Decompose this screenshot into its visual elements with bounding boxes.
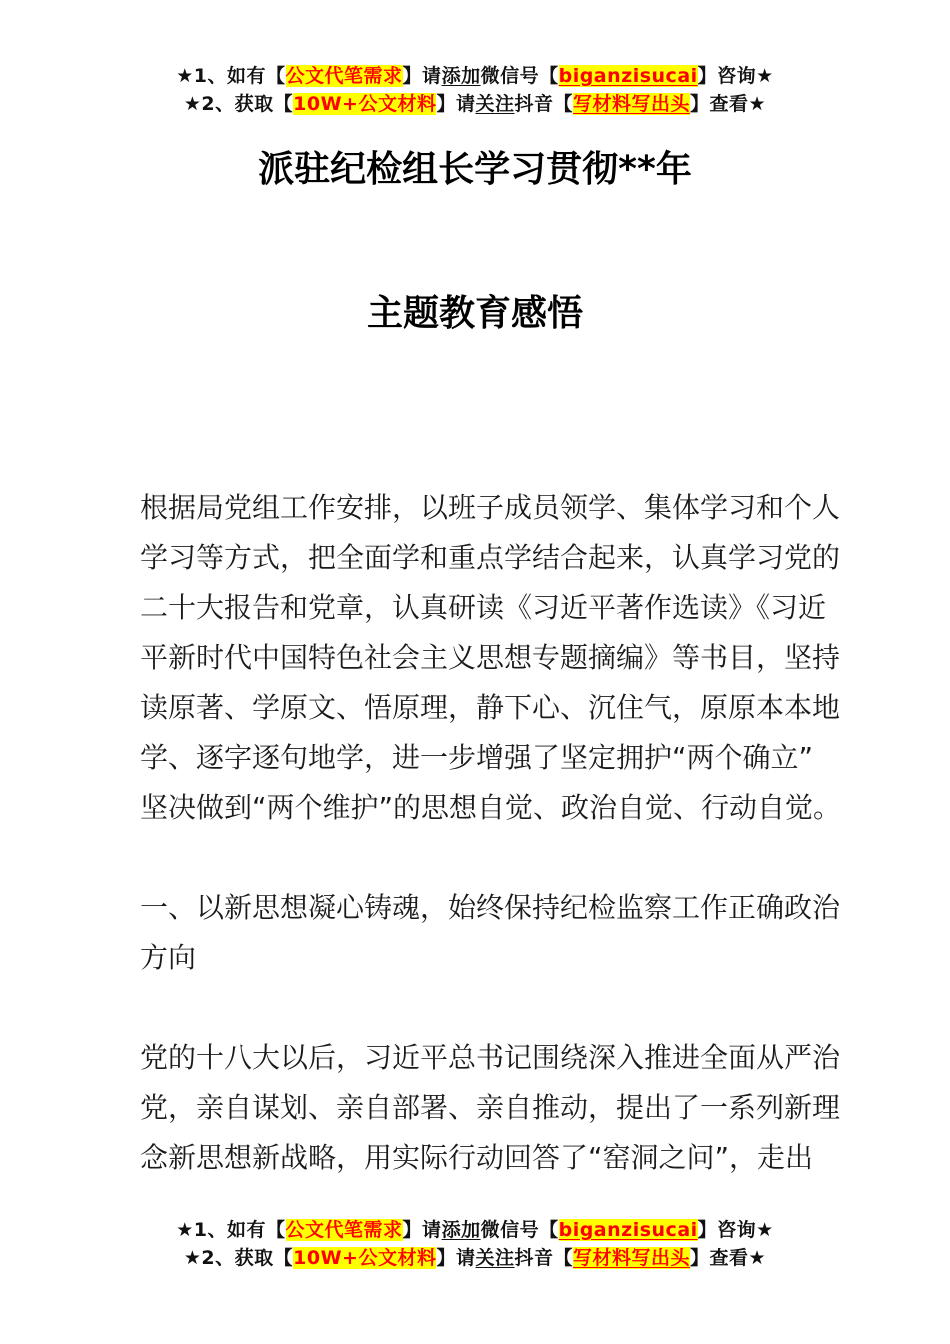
- promo-text: 】请: [436, 93, 476, 115]
- promo-line-2: [0, 1244, 950, 1272]
- paragraph-line: 党，亲自谋划、亲自部署、亲自推动，提出了一系列新理: [140, 1091, 841, 1124]
- paragraph-line: 读原著、学原文、悟原理，静下心、沉住气，原原本本地: [140, 691, 841, 724]
- promo-underline: 添加: [441, 1219, 481, 1241]
- promo-text: 】咨询★: [697, 65, 774, 87]
- promo-douyin-id: 写材料写出头: [573, 1247, 691, 1269]
- promo-line-1: [0, 1216, 950, 1244]
- promo-text: ★1、如有【: [176, 1219, 286, 1241]
- promo-highlight: 公文代笔需求: [285, 65, 403, 87]
- promo-text: 抖音【: [514, 93, 574, 115]
- document-body: [140, 483, 842, 1183]
- paragraph-line: 党的十八大以后，习近平总书记围绕深入推进全面从严治: [140, 1041, 841, 1074]
- document-title-line-2: 主题教育感悟: [366, 293, 583, 334]
- paragraph-1: [140, 483, 842, 833]
- promo-text: ★2、获取【: [183, 93, 294, 115]
- section-heading-1: [140, 883, 841, 983]
- heading-line: 方向: [140, 941, 197, 974]
- promo-text: 抖音【: [514, 1247, 574, 1269]
- promo-banner-bottom: [0, 1216, 950, 1272]
- paragraph-spacer: [140, 833, 820, 883]
- document-title-line-1: 派驻纪检组长学习贯彻**年: [258, 149, 692, 190]
- paragraph-line: 平新时代中国特色社会主义思想专题摘编》等书目，坚持: [140, 641, 841, 674]
- promo-text: 】咨询★: [697, 1219, 774, 1241]
- paragraph-line: 学、逐字逐句地学，进一步增强了坚定拥护“两个确立”: [140, 741, 814, 774]
- promo-text: ★2、获取【: [183, 1247, 294, 1269]
- paragraph-spacer: [140, 983, 820, 1033]
- promo-highlight: 10W+公文材料: [293, 1247, 437, 1269]
- promo-text: 】查看★: [690, 1247, 767, 1269]
- promo-douyin-id: 写材料写出头: [573, 93, 691, 115]
- heading-line: 一、以新思想凝心铸魂，始终保持纪检监察工作正确政治: [140, 891, 841, 924]
- promo-text: 】请: [402, 65, 442, 87]
- promo-underline: 关注: [475, 1247, 515, 1269]
- promo-text: 】请: [402, 1219, 442, 1241]
- paragraph-line: 学习等方式，把全面学和重点学结合起来，认真学习党的: [140, 541, 841, 574]
- paragraph-line: 二十大报告和党章，认真研读《习近平著作选读》《习近: [140, 591, 827, 624]
- promo-text: ★1、如有【: [176, 65, 286, 87]
- promo-text: 微信号【: [480, 65, 559, 87]
- promo-line-2: [0, 90, 950, 118]
- paragraph-2: [140, 1033, 841, 1183]
- paragraph-line: 坚决做到“两个维护”的思想自觉、政治自觉、行动自觉。: [140, 791, 842, 824]
- paragraph-line: 念新思想新战略，用实际行动回答了“窑洞之问”，走出: [140, 1141, 814, 1174]
- promo-line-1: [0, 62, 950, 90]
- promo-underline: 添加: [441, 65, 481, 87]
- promo-text: 】查看★: [690, 93, 767, 115]
- promo-highlight: 公文代笔需求: [285, 1219, 403, 1241]
- promo-wechat-id: biganzisucai: [558, 1219, 698, 1241]
- promo-banner-top: [0, 62, 950, 118]
- promo-text: 微信号【: [480, 1219, 559, 1241]
- paragraph-line: 根据局党组工作安排，以班子成员领学、集体学习和个人: [140, 491, 841, 524]
- promo-underline: 关注: [475, 93, 515, 115]
- promo-text: 】请: [436, 1247, 476, 1269]
- promo-highlight: 10W+公文材料: [293, 93, 437, 115]
- promo-wechat-id: biganzisucai: [558, 65, 698, 87]
